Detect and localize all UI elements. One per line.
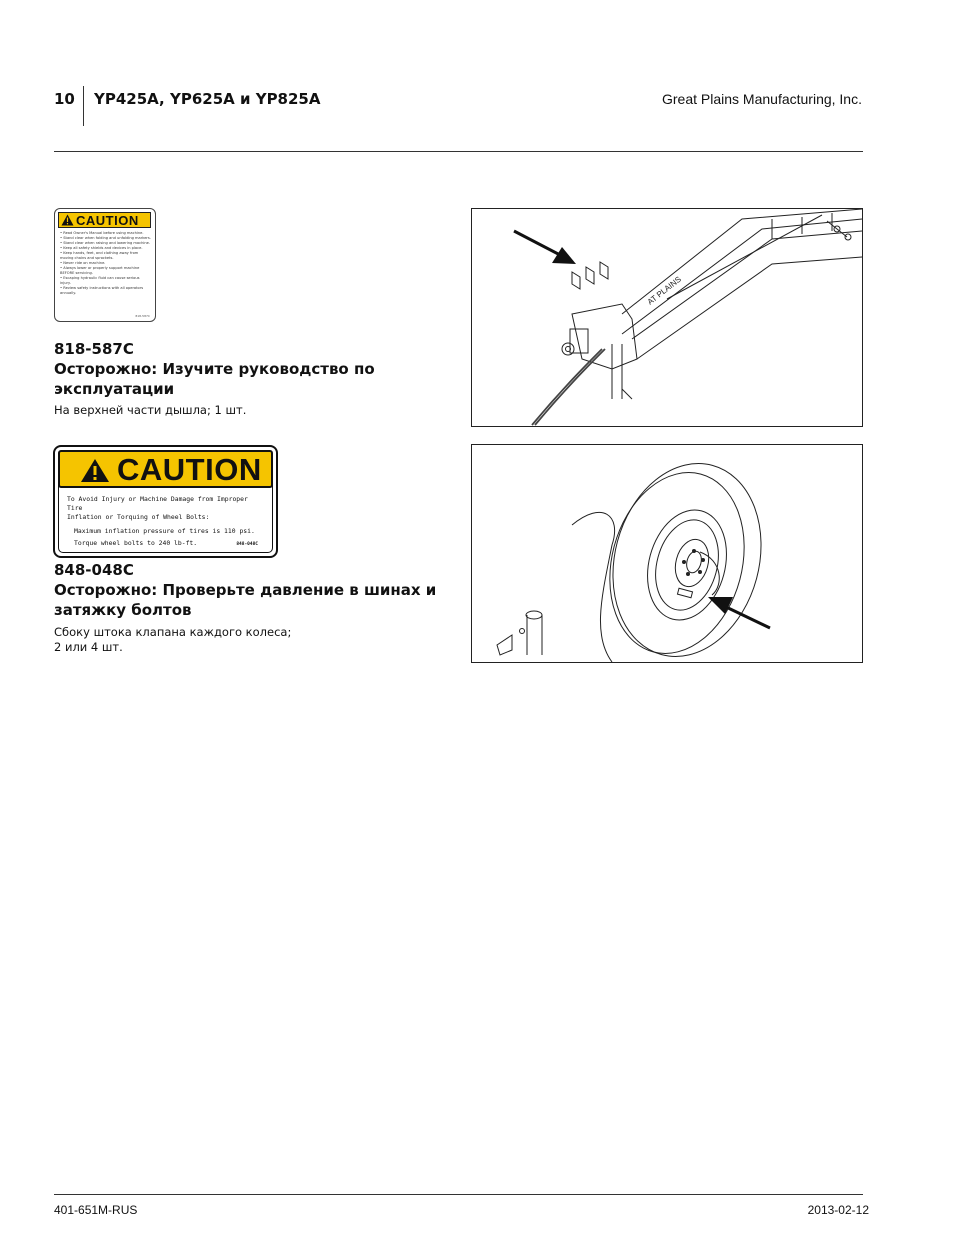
decal-line: moving chains and sprockets. [60, 256, 114, 260]
decal-line: injury. [60, 281, 71, 285]
header-rule [54, 151, 863, 152]
decal-line: Torque wheel bolts to 240 lb-ft. [74, 539, 198, 547]
note-line: Сбоку штока клапана каждого колеса; [54, 625, 292, 639]
company-name: Great Plains Manufacturing, Inc. [662, 91, 862, 107]
document-number: 401-651M-RUS [54, 1203, 138, 1217]
label-note-848-048c [54, 625, 434, 655]
decal-line: Inflation or Torquing of Wheel Bolts: [67, 513, 210, 521]
header-divider [83, 86, 84, 126]
label-code-818-587c: 818-587C [54, 340, 134, 358]
decal-line: Maximum inflation pressure of tires is 110 psi. [74, 527, 255, 535]
decal-line: • Never ride on machine. [60, 261, 106, 265]
figure-tongue-location [471, 208, 863, 427]
decal-part-code: 818-587C [135, 314, 150, 318]
decal-instructions [67, 495, 267, 548]
wheel-illustration [472, 445, 862, 662]
label-code-848-048c: 848-048C [54, 561, 134, 579]
decal-part-code: 848-048C [236, 542, 258, 547]
decal-line: To Avoid Injury or Machine Damage from Improper Tire [67, 495, 248, 512]
caution-decal-848-048c [53, 445, 278, 558]
figure-wheel-location [471, 444, 863, 663]
pointer-arrow-icon [708, 597, 770, 628]
decal-line: • Keep hands, feet, and clothing away from [60, 251, 139, 255]
label-title-848-048c: Осторожно: Проверьте давление в шинах и затяжку болтов [54, 581, 437, 619]
decal-line: • Stand clear when raising and lowering machine. [60, 241, 150, 245]
decal-line: • Review safety instructions with all operators [60, 286, 144, 290]
pointer-arrow-icon [514, 231, 576, 264]
document-title: YP425A, YP625A и YP825A [94, 90, 321, 108]
caution-decal-818-587c [54, 208, 156, 322]
footer-rule [54, 1194, 863, 1195]
decal-header [58, 450, 273, 488]
decal-line: • Read Owner's Manual before using machine. [60, 231, 144, 235]
decal-line: • Always lower or properly support machine [60, 266, 140, 270]
warning-triangle-icon [61, 214, 74, 226]
warning-triangle-icon [80, 458, 110, 483]
decal-signal-word: CAUTION [117, 452, 262, 487]
document-date: 2013-02-12 [807, 1203, 869, 1217]
decal-line: BEFORE servicing. [60, 271, 93, 275]
note-line: 2 или 4 шт. [54, 640, 123, 654]
decal-line: • Stand clear when folding and unfolding markers. [60, 236, 151, 240]
frame-brand-text: AT PLAINS [645, 274, 683, 307]
decal-line: • Keep all safety shields and devices in place. [60, 246, 143, 250]
label-note-818-587c: На верхней части дышла; 1 шт. [54, 403, 247, 417]
decal-header [58, 212, 151, 228]
tongue-illustration [472, 209, 862, 426]
label-title-818-587c: Осторожно: Изучите руководство по эксплуатации [54, 360, 375, 398]
page-number: 10 [54, 90, 75, 108]
decal-line: annually. [60, 291, 76, 295]
decal-instructions [60, 231, 152, 296]
decal-signal-word: CAUTION [76, 213, 139, 228]
decal-line: • Escaping hydraulic fluid can cause serious [60, 276, 140, 280]
